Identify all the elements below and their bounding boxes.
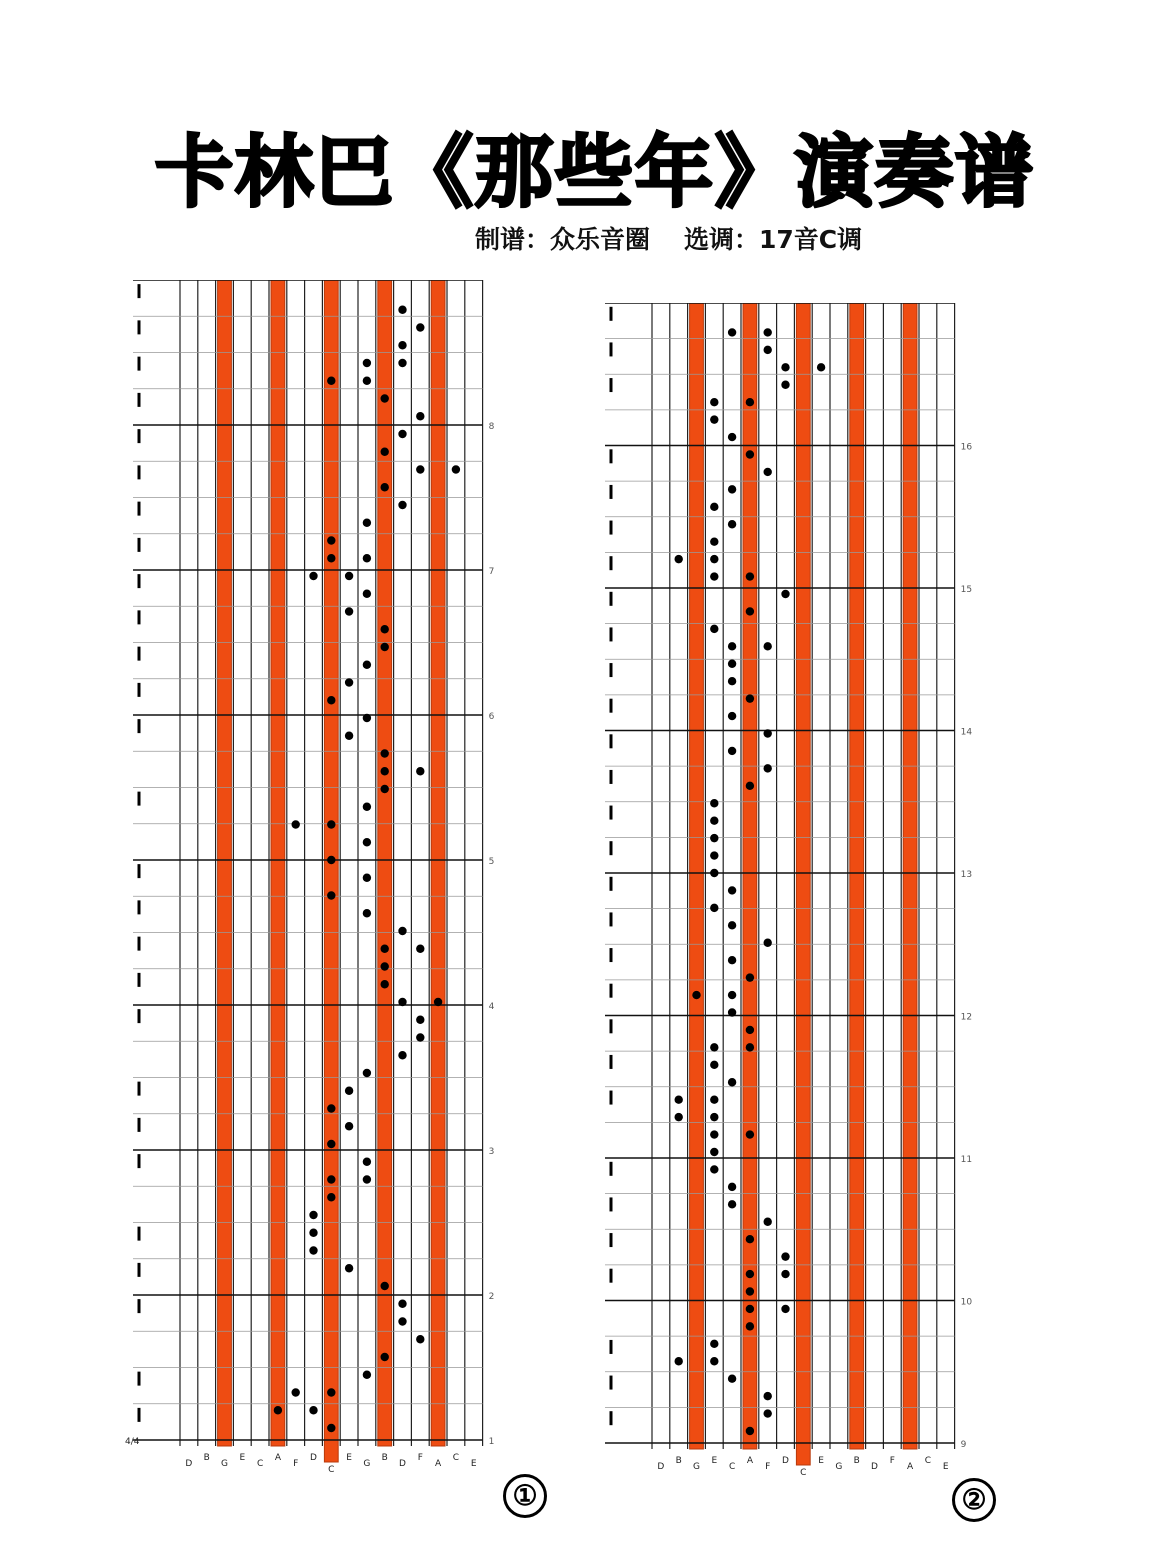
note-dot: [746, 973, 754, 981]
note-dot: [764, 468, 772, 476]
measure-number: 14: [960, 727, 973, 738]
note-dot: [728, 433, 736, 441]
note-dot: [728, 1078, 736, 1086]
note-dot: [309, 1406, 317, 1414]
note-dot: [728, 642, 736, 650]
page-number-1: ①: [503, 1474, 547, 1518]
note-dot: [363, 359, 371, 367]
tine-label: G: [835, 1462, 843, 1472]
tine-label: C: [924, 1456, 932, 1466]
tablature-score-1: [115, 280, 495, 1475]
note-dot: [675, 1095, 683, 1103]
note-dot: [345, 607, 353, 615]
note-dot: [381, 448, 389, 456]
note-dot: [781, 590, 789, 598]
note-dot: [345, 678, 353, 686]
note-dot: [746, 1235, 754, 1243]
tine-label: E: [711, 1456, 718, 1466]
note-dot: [345, 732, 353, 740]
measure-number: 5: [488, 857, 495, 867]
note-dot: [398, 501, 406, 509]
tine-label: B: [675, 1456, 682, 1466]
note-dot: [710, 1357, 718, 1365]
highlight-tine: [850, 303, 864, 1449]
measure-number: 4: [488, 1002, 495, 1012]
note-dot: [381, 749, 389, 757]
note-dot: [345, 1122, 353, 1130]
note-dot: [416, 412, 424, 420]
tine-label: C: [328, 1465, 335, 1475]
tablature-score-2: [585, 303, 975, 1483]
note-dot: [416, 767, 424, 775]
tablature-grid-1: [115, 280, 495, 1475]
note-dot: [363, 1175, 371, 1183]
note-dot: [345, 1087, 353, 1095]
highlight-tine: [796, 303, 810, 1465]
tine-label: F: [417, 1453, 423, 1463]
note-dot: [327, 696, 335, 704]
note-dot: [746, 1322, 754, 1330]
measure-number: 1: [488, 1437, 495, 1447]
note-dot: [728, 921, 736, 929]
time-signature: 4/4: [125, 1437, 140, 1447]
note-dot: [710, 851, 718, 859]
note-dot: [710, 503, 718, 511]
measure-number: 7: [488, 567, 495, 577]
note-dot: [746, 1427, 754, 1435]
note-dot: [345, 1264, 353, 1272]
arranger-label: 制谱：众乐音圈: [475, 225, 651, 254]
note-dot: [363, 1069, 371, 1077]
tine-label: E: [346, 1453, 352, 1463]
note-dot: [416, 323, 424, 331]
note-dot: [434, 998, 442, 1006]
note-dot: [710, 1061, 718, 1069]
note-dot: [363, 377, 371, 385]
note-dot: [363, 661, 371, 669]
note-dot: [398, 341, 406, 349]
note-dot: [728, 520, 736, 528]
measure-number: 11: [960, 1155, 973, 1165]
measure-number: 2: [488, 1292, 495, 1302]
note-dot: [327, 554, 335, 562]
note-dot: [781, 1252, 789, 1260]
note-dot: [764, 764, 772, 772]
note-dot: [381, 980, 389, 988]
tine-label: A: [907, 1462, 914, 1472]
note-dot: [363, 590, 371, 598]
note-dot: [728, 886, 736, 894]
note-dot: [746, 782, 754, 790]
note-dot: [764, 729, 772, 737]
tine-label: D: [185, 1459, 193, 1469]
note-dot: [746, 1270, 754, 1278]
note-dot: [363, 909, 371, 917]
note-dot: [675, 1357, 683, 1365]
note-dot: [363, 874, 371, 882]
note-dot: [728, 1008, 736, 1016]
measure-number: 12: [960, 1012, 973, 1023]
note-dot: [292, 1388, 300, 1396]
note-dot: [728, 328, 736, 336]
note-dot: [345, 572, 353, 580]
score-meta: [475, 220, 862, 256]
note-dot: [746, 398, 754, 406]
note-dot: [746, 607, 754, 615]
tine-label: B: [853, 1456, 860, 1466]
tine-label: G: [363, 1459, 371, 1469]
tine-label: D: [782, 1456, 789, 1466]
note-dot: [728, 1183, 736, 1191]
note-dot: [746, 694, 754, 702]
note-dot: [764, 1392, 772, 1400]
highlight-tine: [271, 280, 285, 1446]
tine-label: B: [203, 1453, 210, 1463]
note-dot: [746, 572, 754, 580]
note-dot: [398, 998, 406, 1006]
note-dot: [728, 747, 736, 755]
note-dot: [416, 945, 424, 953]
note-dot: [764, 642, 772, 650]
note-dot: [710, 415, 718, 423]
tine-label: A: [746, 1456, 753, 1466]
note-dot: [274, 1406, 282, 1414]
note-dot: [710, 1113, 718, 1121]
note-dot: [398, 306, 406, 314]
note-dot: [416, 1033, 424, 1041]
note-dot: [728, 1374, 736, 1382]
note-dot: [381, 643, 389, 651]
note-dot: [398, 1317, 406, 1325]
note-dot: [327, 377, 335, 385]
note-dot: [363, 1371, 371, 1379]
note-dot: [781, 381, 789, 389]
note-dot: [746, 450, 754, 458]
note-dot: [710, 1148, 718, 1156]
page-title: 卡林巴《那些年》演奏谱: [154, 128, 1035, 218]
tine-label: B: [381, 1453, 388, 1463]
note-dot: [728, 956, 736, 964]
tine-label: F: [765, 1462, 771, 1472]
note-dot: [398, 927, 406, 935]
note-dot: [710, 537, 718, 545]
tine-label: E: [470, 1459, 477, 1469]
tine-label: G: [221, 1459, 228, 1469]
note-dot: [728, 677, 736, 685]
measure-number: 15: [960, 585, 973, 595]
note-dot: [381, 625, 389, 633]
note-dot: [710, 625, 718, 633]
tine-label: E: [818, 1456, 824, 1466]
measure-number: 9: [960, 1440, 967, 1450]
highlight-tine: [324, 280, 338, 1462]
note-dot: [363, 714, 371, 722]
tine-label: D: [399, 1459, 406, 1469]
tine-label: E: [239, 1453, 246, 1463]
note-dot: [452, 465, 460, 473]
note-dot: [363, 1158, 371, 1166]
note-dot: [381, 767, 389, 775]
highlight-tine: [431, 280, 445, 1446]
note-dot: [327, 1104, 335, 1112]
note-dot: [309, 1211, 317, 1219]
note-dot: [764, 1409, 772, 1417]
tine-label: C: [728, 1462, 736, 1472]
note-dot: [381, 785, 389, 793]
measure-number: 13: [960, 870, 973, 880]
note-dot: [381, 962, 389, 970]
note-dot: [746, 1287, 754, 1295]
tine-label: D: [871, 1462, 878, 1472]
note-dot: [817, 363, 825, 371]
note-dot: [381, 483, 389, 491]
measure-number: 10: [960, 1297, 973, 1308]
note-dot: [675, 555, 683, 563]
note-dot: [710, 799, 718, 807]
page-number-2: ②: [952, 1478, 996, 1522]
note-dot: [728, 991, 736, 999]
note-dot: [292, 820, 300, 828]
note-dot: [710, 1130, 718, 1138]
tine-label: F: [293, 1459, 299, 1469]
note-dot: [309, 572, 317, 580]
tine-label: D: [310, 1453, 317, 1463]
note-dot: [764, 328, 772, 336]
note-dot: [746, 1130, 754, 1138]
note-dot: [363, 519, 371, 527]
note-dot: [710, 904, 718, 912]
tine-label: A: [435, 1459, 442, 1469]
note-dot: [309, 1229, 317, 1237]
measure-number: 6: [488, 712, 495, 722]
measure-number: 16: [960, 442, 973, 453]
note-dot: [746, 1026, 754, 1034]
note-dot: [327, 1388, 335, 1396]
note-dot: [710, 398, 718, 406]
note-dot: [381, 945, 389, 953]
highlight-tine: [218, 280, 232, 1446]
note-dot: [327, 891, 335, 899]
measure-number: 8: [488, 422, 495, 432]
note-dot: [416, 465, 424, 473]
tine-label: C: [800, 1468, 807, 1478]
tine-label: F: [889, 1456, 895, 1466]
note-dot: [398, 1300, 406, 1308]
tine-label: G: [693, 1462, 700, 1472]
note-dot: [363, 803, 371, 811]
note-dot: [416, 1016, 424, 1024]
note-dot: [781, 1270, 789, 1278]
note-dot: [764, 1218, 772, 1226]
note-dot: [764, 939, 772, 947]
highlight-tine: [903, 303, 917, 1449]
note-dot: [728, 660, 736, 668]
note-dot: [710, 555, 718, 563]
note-dot: [710, 816, 718, 824]
key-label: 选调：17音C调: [684, 225, 863, 254]
note-dot: [398, 1051, 406, 1059]
note-dot: [781, 363, 789, 371]
measure-number: 3: [488, 1147, 495, 1157]
note-dot: [710, 1165, 718, 1173]
note-dot: [398, 359, 406, 367]
note-dot: [746, 1305, 754, 1313]
note-dot: [728, 1200, 736, 1208]
note-dot: [710, 1340, 718, 1348]
note-dot: [781, 1305, 789, 1313]
note-dot: [381, 1282, 389, 1290]
note-dot: [327, 1140, 335, 1148]
note-dot: [381, 394, 389, 402]
note-dot: [746, 1043, 754, 1051]
note-dot: [710, 1043, 718, 1051]
tablature-grid-2: [585, 303, 975, 1483]
note-dot: [764, 346, 772, 354]
note-dot: [675, 1113, 683, 1121]
note-dot: [327, 820, 335, 828]
note-dot: [398, 430, 406, 438]
note-dot: [416, 1335, 424, 1343]
note-dot: [327, 1193, 335, 1201]
tine-label: A: [274, 1453, 281, 1463]
note-dot: [710, 869, 718, 877]
tine-label: C: [452, 1453, 460, 1463]
note-dot: [381, 1353, 389, 1361]
highlight-tine: [690, 303, 704, 1449]
tine-label: D: [657, 1462, 665, 1472]
tine-label: C: [256, 1459, 264, 1469]
note-dot: [309, 1246, 317, 1254]
note-dot: [327, 536, 335, 544]
tine-label: E: [942, 1462, 949, 1472]
note-dot: [710, 1095, 718, 1103]
note-dot: [710, 834, 718, 842]
note-dot: [728, 485, 736, 493]
note-dot: [327, 1424, 335, 1432]
note-dot: [710, 572, 718, 580]
note-dot: [692, 991, 700, 999]
note-dot: [363, 554, 371, 562]
note-dot: [327, 1175, 335, 1183]
note-dot: [327, 856, 335, 864]
note-dot: [363, 838, 371, 846]
note-dot: [728, 712, 736, 720]
